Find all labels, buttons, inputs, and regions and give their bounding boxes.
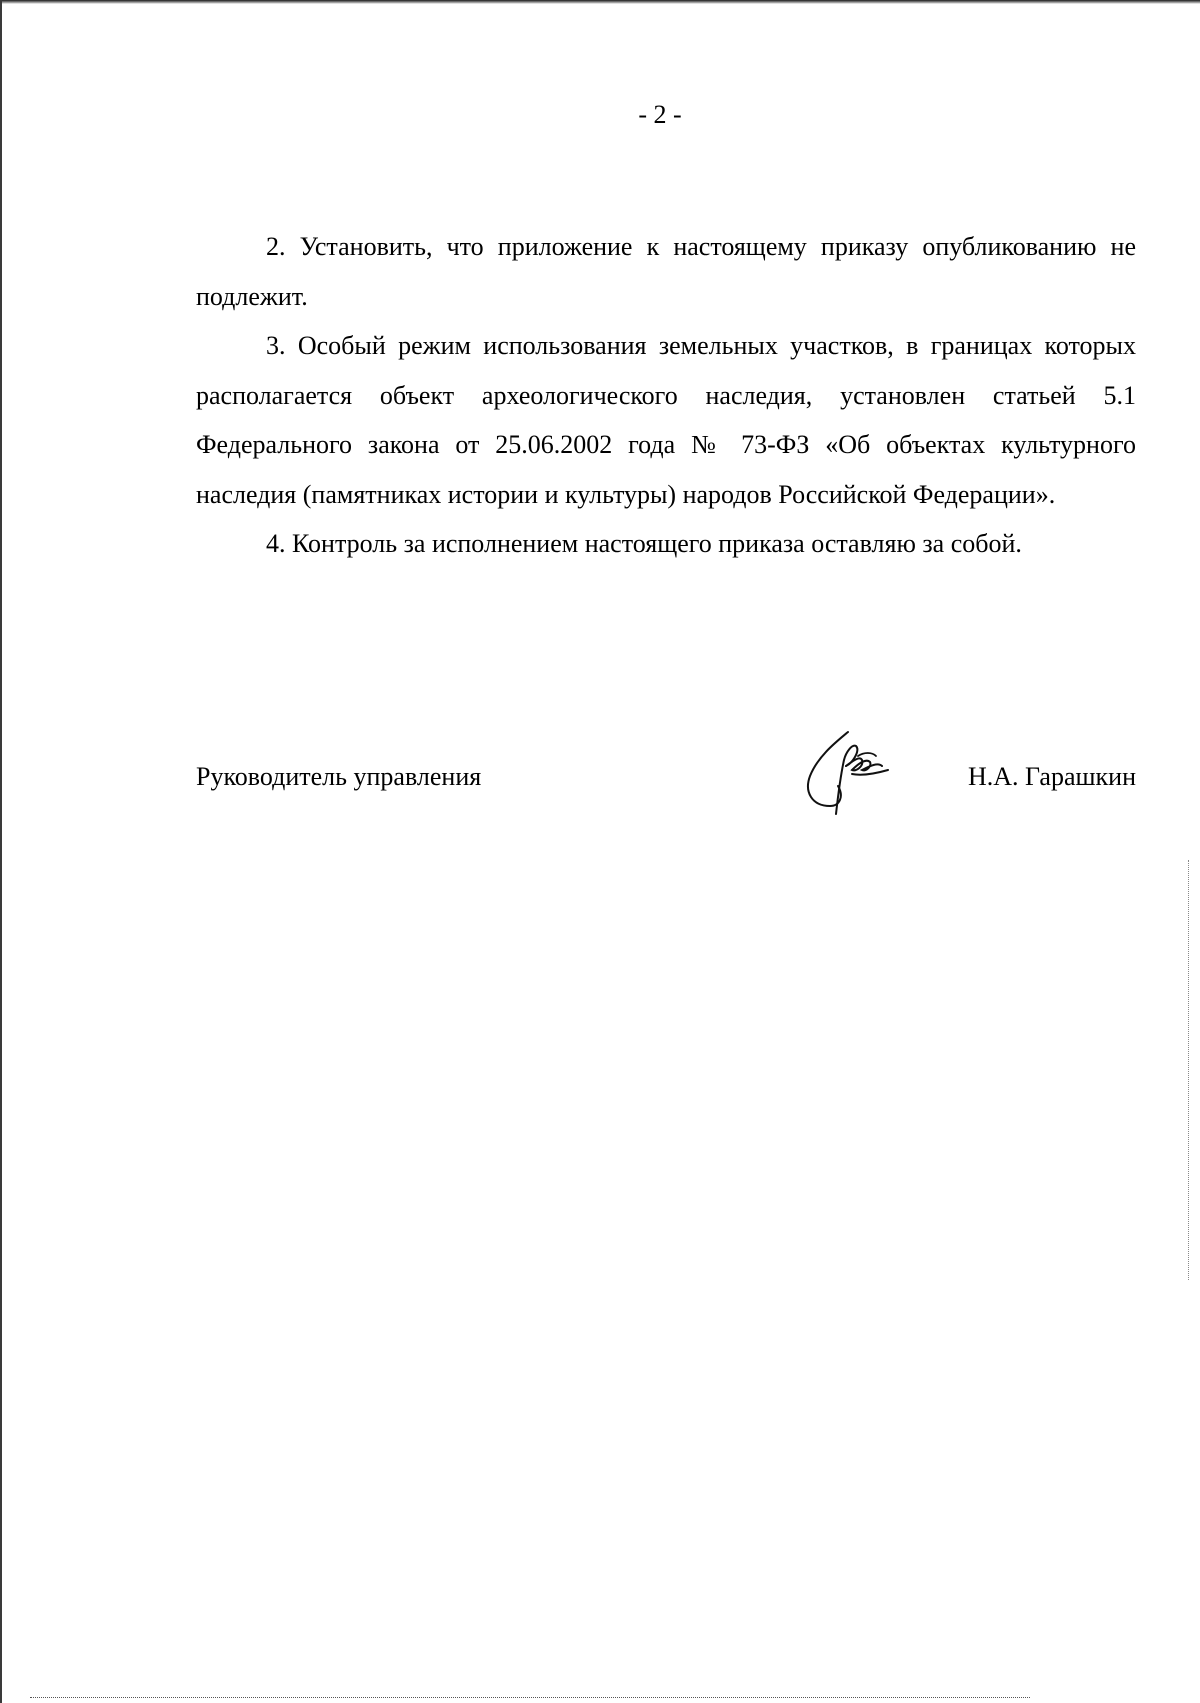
scan-edge-right	[1188, 860, 1190, 1280]
paragraph-3: 3. Особый режим использования земельных участков, в границах которых располагается объект археологического наследия, установлен статьей 5.1 Федерального закона от 25.06.2002 года № 73-ФЗ «Об объектах культурного наследия (памятниках истории и культуры) народов Российской Федерации».	[196, 331, 1136, 509]
signer-name: Н.А. Гарашкин	[968, 762, 1136, 791]
signer-position: Руководитель управления	[196, 762, 482, 791]
handwritten-signature	[796, 726, 896, 826]
paragraph-2: 2. Установить, что приложение к настоящему приказу опубликованию не подлежит.	[196, 232, 1136, 311]
scan-edge-top	[0, 0, 1200, 4]
scan-edge-bottom	[30, 1697, 1030, 1699]
signature-block	[196, 760, 1136, 830]
paragraph-4: 4. Контроль за исполнением настоящего приказа оставляю за собой.	[266, 529, 1022, 558]
document-body	[196, 222, 1136, 569]
page-number: - 2 -	[638, 100, 682, 129]
scan-edge-left	[0, 0, 2, 1703]
